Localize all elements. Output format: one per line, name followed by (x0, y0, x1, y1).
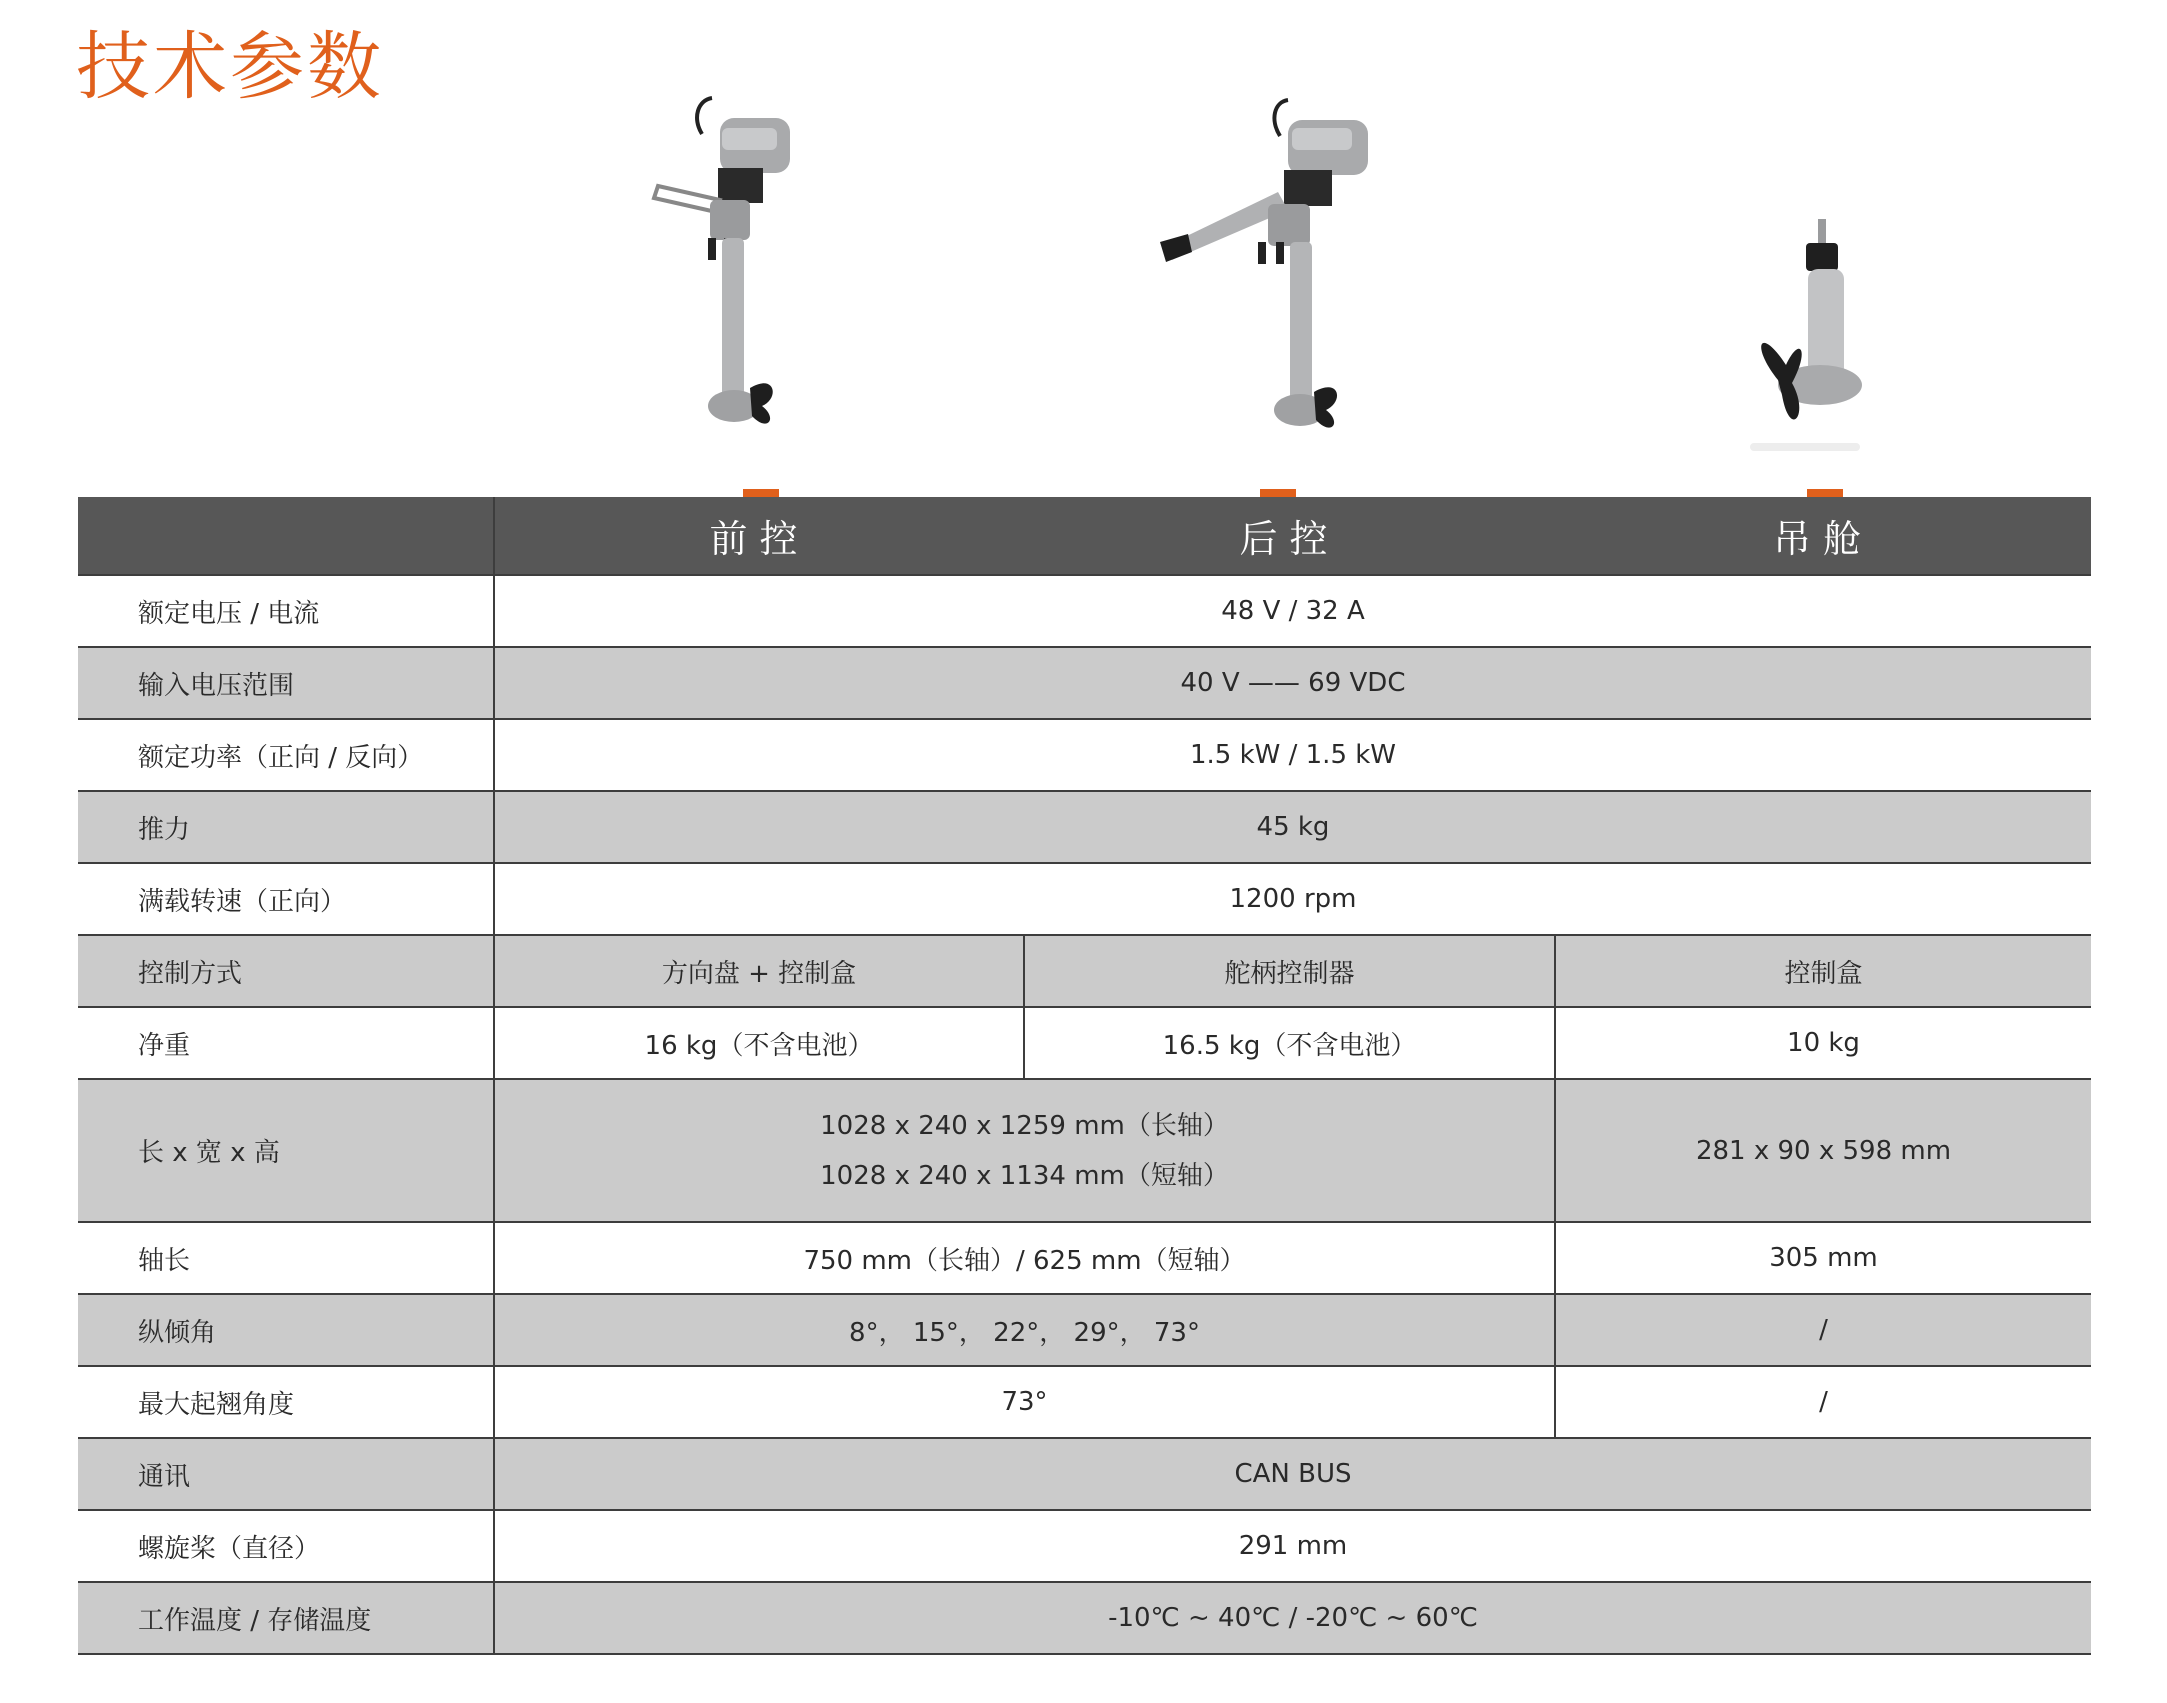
table-row (78, 575, 2091, 647)
table-row (78, 1222, 2091, 1294)
row-value: 舵柄控制器 (1024, 935, 1555, 1007)
row-label: 净重 (78, 1007, 494, 1079)
row-value: CAN BUS (494, 1438, 2091, 1510)
tiller-outboard-motor-image (650, 88, 790, 448)
table-row (78, 647, 2091, 719)
row-value: 291 mm (494, 1510, 2091, 1582)
row-value-pod: / (1555, 1366, 2091, 1438)
page-title: 技术参数 (76, 24, 384, 110)
spec-table (78, 497, 2091, 1655)
dimension-long-shaft: 1028 x 240 x 1259 mm（长轴） (820, 1110, 1229, 1141)
row-value: 45 kg (494, 791, 2091, 863)
row-value-multiline (494, 1079, 1555, 1222)
row-label: 推力 (78, 791, 494, 863)
row-label: 满载转速（正向） (78, 863, 494, 935)
row-value: 8°， 15°， 22°， 29°， 73° (494, 1294, 1555, 1366)
table-row (78, 863, 2091, 935)
row-value: 48 V / 32 A (494, 575, 2091, 647)
table-row (78, 1582, 2091, 1654)
header-rear-control: 后控 (1024, 497, 1555, 575)
row-label: 通讯 (78, 1438, 494, 1510)
row-value-pod: / (1555, 1294, 2091, 1366)
table-row (78, 1079, 2091, 1222)
row-value: 1.5 kW / 1.5 kW (494, 719, 2091, 791)
row-value: 16 kg（不含电池） (494, 1007, 1024, 1079)
dimension-short-shaft: 1028 x 240 x 1134 mm（短轴） (820, 1160, 1229, 1191)
row-label: 控制方式 (78, 935, 494, 1007)
row-label: 额定功率（正向 / 反向） (78, 719, 494, 791)
table-row (78, 1510, 2091, 1582)
row-label: 长 x 宽 x 高 (78, 1079, 494, 1222)
row-value-pod: 305 mm (1555, 1222, 2091, 1294)
header-pod: 吊舱 (1555, 497, 2091, 575)
row-label: 输入电压范围 (78, 647, 494, 719)
table-row (78, 791, 2091, 863)
row-label: 轴长 (78, 1222, 494, 1294)
row-value: 16.5 kg（不含电池） (1024, 1007, 1555, 1079)
table-row (78, 1366, 2091, 1438)
row-value: 73° (494, 1366, 1555, 1438)
row-label: 螺旋桨（直径） (78, 1510, 494, 1582)
row-label: 纵倾角 (78, 1294, 494, 1366)
row-value: 750 mm（长轴）/ 625 mm（短轴） (494, 1222, 1555, 1294)
row-value: 方向盘 + 控制盒 (494, 935, 1024, 1007)
row-label: 工作温度 / 存储温度 (78, 1582, 494, 1654)
row-value: 控制盒 (1555, 935, 2091, 1007)
pod-drive-image (1740, 215, 1870, 465)
header-front-control: 前控 (494, 497, 1024, 575)
row-value: -10℃ ~ 40℃ / -20℃ ~ 60℃ (494, 1582, 2091, 1654)
row-label: 最大起翘角度 (78, 1366, 494, 1438)
row-value: 40 V —— 69 VDC (494, 647, 2091, 719)
row-value-pod: 281 x 90 x 598 mm (1555, 1079, 2091, 1222)
table-row (78, 719, 2091, 791)
table-row (78, 1007, 2091, 1079)
table-row (78, 1294, 2091, 1366)
row-label: 额定电压 / 电流 (78, 575, 494, 647)
table-row (78, 1438, 2091, 1510)
row-value: 1200 rpm (494, 863, 2091, 935)
header-blank (78, 497, 494, 575)
table-row (78, 935, 2091, 1007)
remote-outboard-motor-image (1158, 92, 1388, 452)
row-value: 10 kg (1555, 1007, 2091, 1079)
table-header-row (78, 497, 2091, 575)
